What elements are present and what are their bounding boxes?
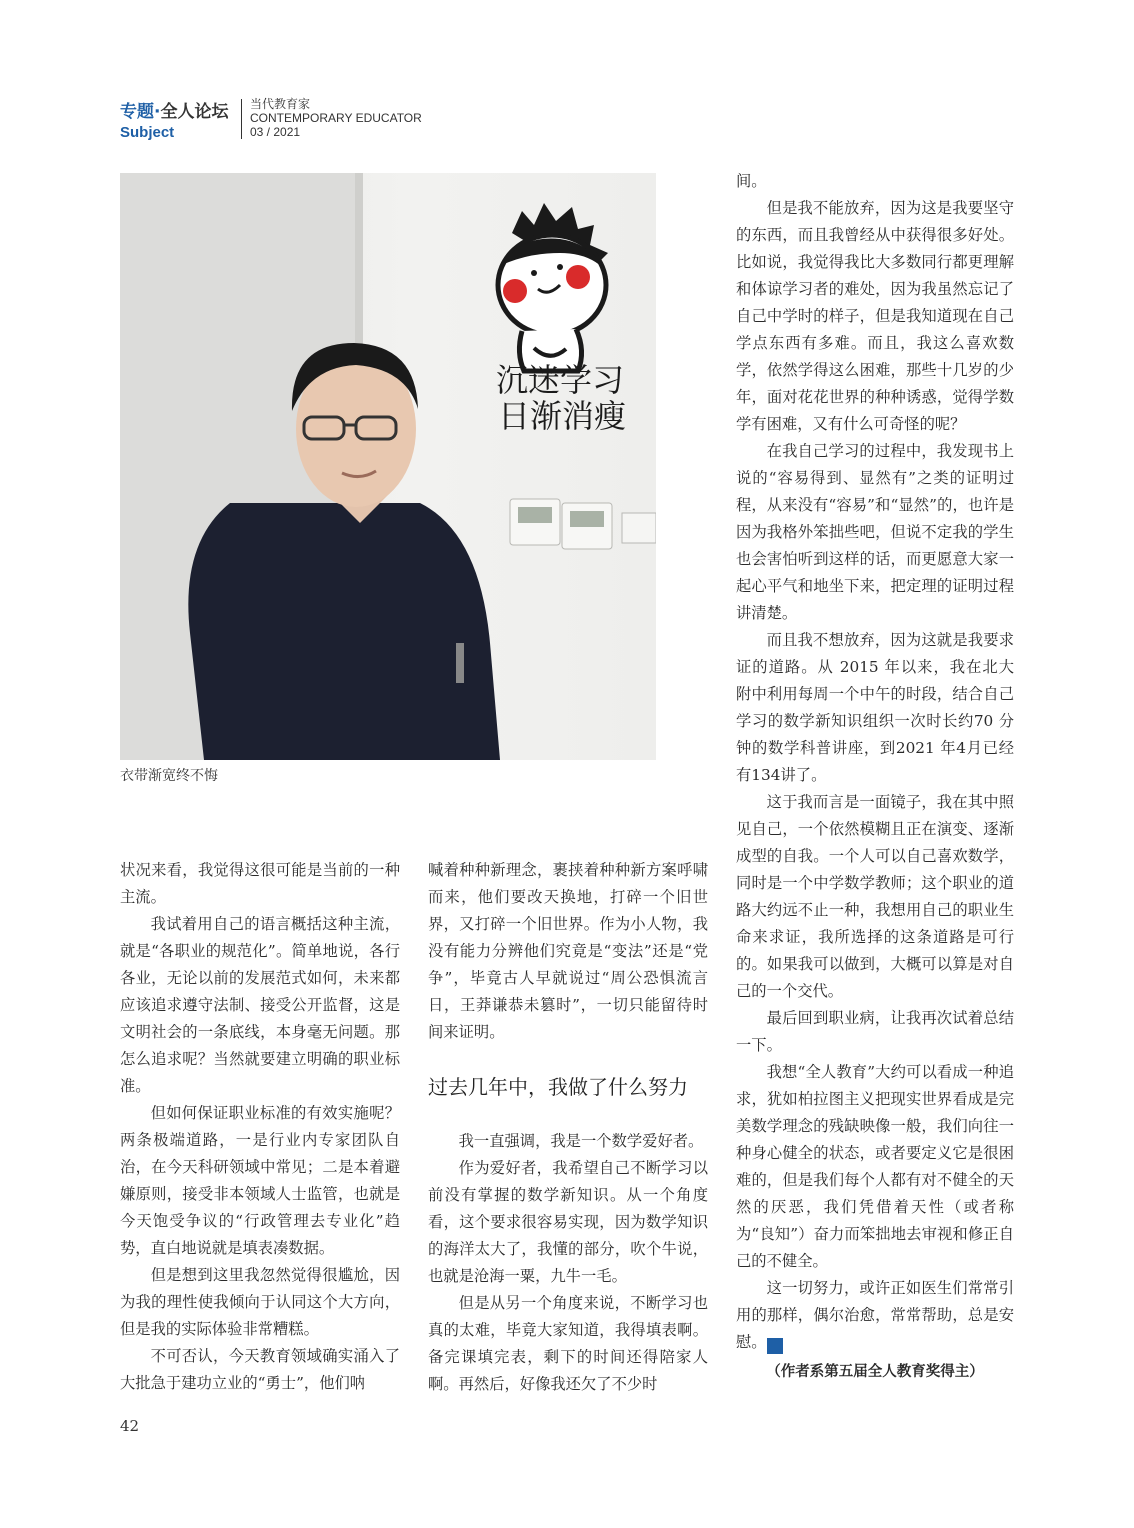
wall-text-line2: 日渐消瘦 xyxy=(498,397,627,435)
author-note: （作者系第五届全人教育奖得主） xyxy=(766,1363,984,1380)
paragraph: 我想“全人教育”大约可以看成一种追求，犹如柏拉图主义把现实世界看成是完美数学理念的残缺映像一般，我们向往一种身心健全的状态，或者要定义它是很困难的，但是我们每个人都有对不健全的天然的厌恶，我们凭借着天性（或者称为“良知”）奋力而笨拙地去审视和修正自己的不健全。 xyxy=(736,1063,1014,1270)
paragraph: 不可否认，今天教育领域确实涌入了大批急于建功立业的“勇士”，他们呐 xyxy=(120,1347,400,1392)
journal-name-cn: 当代教育家 xyxy=(250,97,311,111)
closing-paragraph xyxy=(736,1275,1014,1356)
header-divider xyxy=(241,99,242,139)
paragraph: 这于我而言是一面镜子，我在其中照见自己，一个依然模糊且正在演变、逐渐成型的自我。一个人可以自己喜欢数学，同时是一个中学数学教师；这个职业的道路大约远不止一种，我想用自己的职业生命来求证，我所选择的这条道路是可行的。如果我可以做到，大概可以算是对自己的一个交代。 xyxy=(736,793,1014,1000)
section-label xyxy=(120,97,238,141)
paragraph: 而且我不想放弃，因为这就是我要求证的道路。从 2015 年以来，我在北大附中利用每周一个中午的时段，结合自己学习的数学新知识组织一次时长约70 分钟的数学科普讲座，到2021 年4月已经有134讲了。 xyxy=(736,631,1014,784)
text-column-2 xyxy=(428,857,708,1398)
portrait-illustration xyxy=(120,173,656,760)
text-column-1 xyxy=(120,857,400,1397)
paragraph: 在我自己学习的过程中，我发现书上说的“容易得到、显然有”之类的证明过程，从来没有“容易”和“显然”的，也许是因为我格外笨拙些吧，但说不定我的学生也会害怕听到这样的话，而更愿意大家一起心平气和地坐下来，把定理的证明过程讲清楚。 xyxy=(736,442,1014,622)
page-number: 42 xyxy=(120,1417,140,1435)
journal-name-en: CONTEMPORARY EDUCATOR xyxy=(250,111,422,125)
paragraph: 状况来看，我觉得这很可能是当前的一种主流。 xyxy=(120,861,400,906)
section-dot: · xyxy=(154,102,161,122)
journal-info xyxy=(250,97,422,139)
paragraph: 作为爱好者，我希望自己不断学习以前没有掌握的数学新知识。从一个角度看，这个要求很容易实现，因为数学知识的海洋太大了，我懂的部分，吹个牛说，也就是沧海一粟，九牛一毛。 xyxy=(428,1159,708,1285)
paragraph: 我试着用自己的语言概括这种主流，就是“各职业的规范化”。简单地说，各行各业，无论以前的发展范式如何，未来都应该追求遵守法制、接受公开监督，这是文明社会的一条底线，本身毫无问题。那怎么追求呢？当然就要建立明确的职业标准。 xyxy=(120,915,400,1095)
paragraph: 但是我不能放弃，因为这是我要坚守的东西，而且我曾经从中获得很多好处。比如说，我觉得我比大多数同行都更理解和体谅学习者的难处，因为我虽然忘记了自己中学时的样子，但是我知道现在自己学点东西有多难。而且，我这么喜欢数学，依然学得这么困难，那些十几岁的少年，面对花花世界的种种诱惑，觉得学数学有困难，又有什么可奇怪的呢？ xyxy=(736,199,1014,433)
photo-caption: 衣带渐宽终不悔 xyxy=(120,768,218,784)
end-mark-icon: 家 xyxy=(767,1338,783,1354)
closing-text: 这一切努力，或许正如医生们常常引用的那样，偶尔治愈，常常帮助，总是安慰。 xyxy=(736,1279,1014,1351)
paragraph: 最后回到职业病，让我再次试着总结一下。 xyxy=(736,1009,1014,1054)
text-column-3 xyxy=(736,168,1014,1385)
mascot-sticker xyxy=(498,203,608,371)
section-english: Subject xyxy=(120,124,175,141)
paragraph: 但是想到这里我忽然觉得很尴尬，因为我的理性使我倾向于认同这个大方向，但是我的实际体验非常糟糕。 xyxy=(120,1266,400,1338)
section-name: 专题 xyxy=(120,102,154,122)
paragraph: 喊着种种新理念，裹挟着种种新方案呼啸而来，他们要改天换地，打碎一个旧世界，又打碎一个旧世界。作为小人物，我没有能力分辨他们究竟是“变法”还是“党争”，毕竟古人早就说过“周公恐惧流言日，王莽谦恭未篡时”，一切只能留待时间来证明。 xyxy=(428,861,708,1041)
paragraph: 但是从另一个角度来说，不断学习也真的太难，毕竟大家知道，我得填表啊。备完课填完表，剩下的时间还得陪家人啊。再然后，好像我还欠了不少时 xyxy=(428,1294,708,1393)
issue-number: 03 / 2021 xyxy=(250,125,301,139)
paragraph: 间。 xyxy=(736,172,767,190)
wall-thermostats xyxy=(510,499,656,549)
paragraph: 但如何保证职业标准的有效实施呢？两条极端道路，一是行业内专家团队自治，在今天科研领域中常见；二是本着避嫌原则，接受非本领域人士监管，也就是今天饱受争议的“行政管理去专业化”趋势，直白地说就是填表凑数据。 xyxy=(120,1104,400,1257)
portrait-photo xyxy=(120,173,656,760)
section-heading: 过去几年中，我做了什么努力 xyxy=(428,1075,688,1099)
paragraph: 我一直强调，我是一个数学爱好者。 xyxy=(458,1132,704,1150)
section-subname: 全人论坛 xyxy=(160,102,229,122)
wall-text-line1: 沉迷学习 xyxy=(496,361,625,399)
